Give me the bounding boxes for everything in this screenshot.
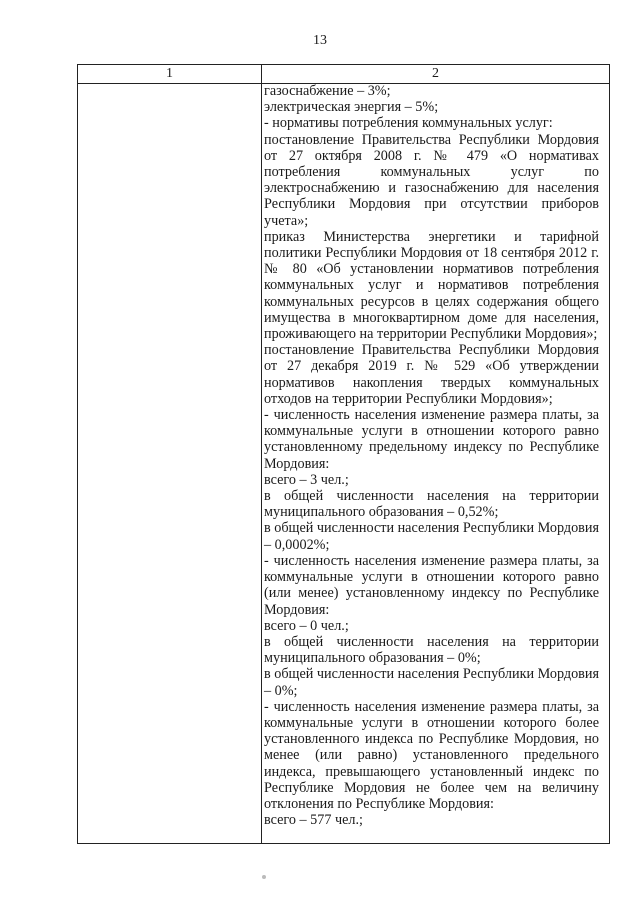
document-table bbox=[77, 64, 610, 844]
paragraph: постановление Правительства Республики Мордовия от 27 декабря 2019 г. № 529 «Об утверждении нормативов накопления твердых коммунальных отходов на территории Республики Мордовия»; bbox=[264, 342, 599, 407]
paragraph: приказ Министерства энергетики и тарифной политики Республики Мордовия от 18 сентября 2012 г. № 80 «Об установлении нормативов потребления коммунальных услуг и нормативов потребления коммунальных ресурсов в целях содержания общего имущества в многоквартирном доме для населения, проживающего на территории Республики Мордовия»; bbox=[264, 228, 599, 343]
paragraph: - численность населения изменение размера платы, за коммунальные услуги в отношении которого равно (или менее) установленному индексу по Республике Мордовия: bbox=[264, 552, 599, 618]
paragraph: в общей численности населения Республики Мордовия – 0,0002%; bbox=[264, 520, 599, 553]
paragraph: всего – 3 чел.; bbox=[264, 471, 349, 488]
paragraph: в общей численности населения на территории муниципального образования – 0,52%; bbox=[264, 488, 599, 521]
paragraph: в общей численности населения на территории муниципального образования – 0%; bbox=[264, 633, 599, 667]
paragraph: всего – 0 чел.; bbox=[264, 617, 349, 634]
column-2-content bbox=[264, 83, 599, 828]
paragraph: электрическая энергия – 5%; bbox=[264, 99, 439, 116]
paragraph: - численность населения изменение размера платы, за коммунальные услуги в отношении которого равно установленному предельному индексу по Республике Мордовия: bbox=[264, 407, 599, 472]
paragraph: газоснабжение – 3%; bbox=[264, 83, 391, 99]
column-header-1: 1 bbox=[166, 66, 173, 81]
paragraph: в общей численности населения Республики Мордовия – 0%; bbox=[264, 666, 599, 699]
scan-speck bbox=[262, 875, 266, 879]
paragraph: постановление Правительства Республики Мордовия от 27 октября 2008 г. № 479 «О нормативах потребления коммунальных услуг по электроснабжению и газоснабжению для населения Республики Мордовия при отсутствии приборов учета»; bbox=[264, 131, 599, 229]
paragraph: - нормативы потребления коммунальных услуг: bbox=[264, 115, 553, 132]
paragraph: - численность населения изменение размера платы, за коммунальные услуги в отношении которого более установленного индекса по Республике Мордовия, но менее (или равно) установленного предельного индекса, превышающего установленный индекс по Республике Мордовия не более чем на величину отклонения по Республике Мордовия: bbox=[264, 698, 599, 812]
table-header-row bbox=[78, 65, 609, 84]
column-divider bbox=[261, 65, 262, 843]
paragraph: всего – 577 чел.; bbox=[264, 812, 363, 829]
column-header-2: 2 bbox=[432, 66, 439, 81]
page-number: 13 bbox=[313, 33, 327, 48]
